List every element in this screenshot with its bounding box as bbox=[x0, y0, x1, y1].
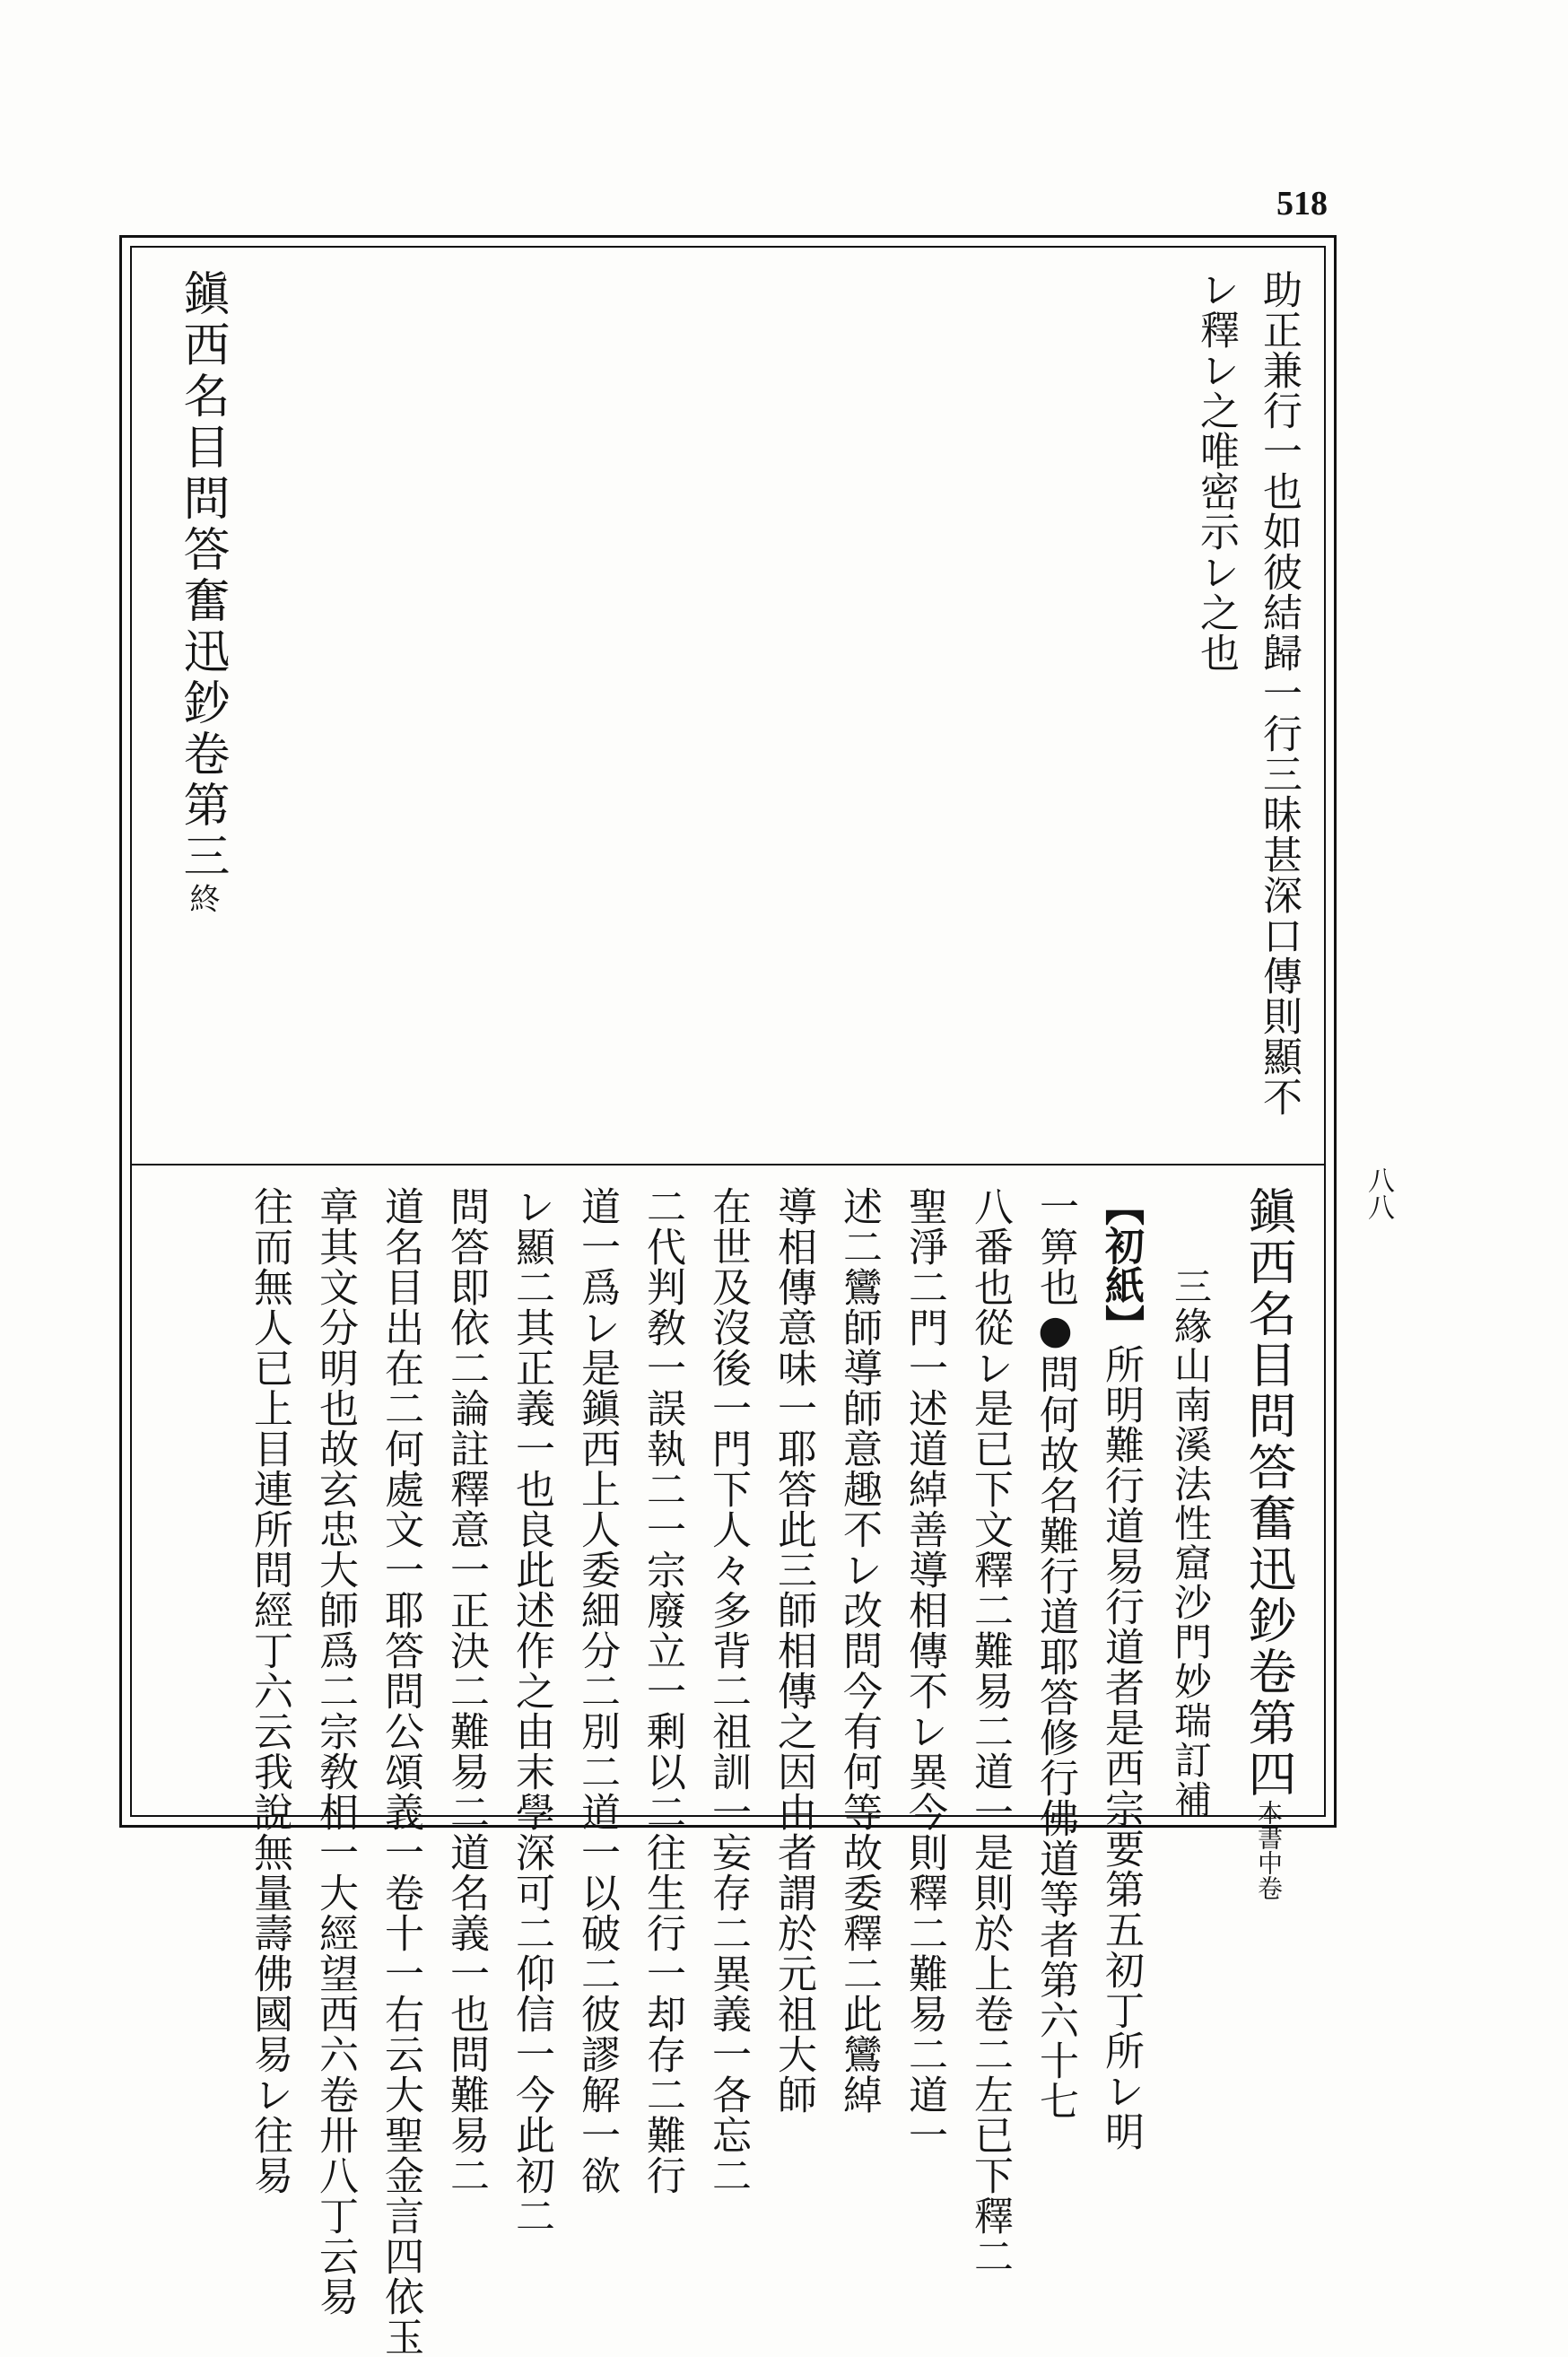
upper-section bbox=[152, 269, 1310, 1144]
body-column: 問答即依二論註釋意一正決二難易二道名義一也問難易二 bbox=[443, 1186, 489, 2196]
volume-note: 本書中卷 bbox=[1254, 1800, 1284, 1900]
body-column: レ顯二其正義一也良此述作之由末學深可二仰信一今此初二 bbox=[509, 1186, 554, 2236]
body-column: 八番也從レ是已下文釋二難易二道一是則於上卷二左已下釋二 bbox=[967, 1186, 1013, 2276]
body-column: 二代判敎一誤執二一宗廢立一剰以二往生行一却存二難行 bbox=[640, 1186, 685, 2196]
body-text: 所明難行道易行道者是西宗要第五初丁所レ明 bbox=[1098, 1344, 1144, 2152]
body-column: 一箅也●問何故名難行道耶答修行佛道等者第六十七 bbox=[1032, 1186, 1078, 2121]
body-column: 聖淨二門一述道綽善導相傳不レ異今則釋二難易二道一 bbox=[902, 1186, 947, 2155]
author-line: 三緣山南溪法性窟沙門妙瑞訂補 bbox=[1169, 1267, 1213, 1820]
section-divider bbox=[130, 1164, 1326, 1165]
end-mark: 終 bbox=[184, 883, 220, 918]
section-label: 【初紙】 bbox=[1098, 1186, 1144, 1344]
volume-title-text: 鎭西名目問答奮迅鈔卷第四 bbox=[1241, 1186, 1297, 1800]
upper-text-column: レ釋レ之唯密示レ之也 bbox=[1193, 269, 1239, 673]
body-column: 道名目出在二何處文一耶答問公頌義一卷十一右云大聖金言四依玉 bbox=[378, 1186, 423, 2357]
lower-section bbox=[152, 1186, 1310, 2357]
body-column: 述二鸞師導師意趣不レ改問今有何等故委釋二此鸞綽 bbox=[836, 1186, 882, 2115]
body-column: 往而無人已上目連所問經丁六云我說無量壽佛國易レ往易 bbox=[247, 1186, 292, 2196]
page-number: 518 bbox=[1276, 185, 1328, 223]
margin-note: 八八 bbox=[1363, 1166, 1394, 1220]
body-column: 在世及沒後一門下人々多背二祖訓一妄存二異義一各忘二 bbox=[705, 1186, 751, 2196]
upper-text-column: 助正兼行一也如彼結歸一行三昧甚深口傳則顯不 bbox=[1256, 269, 1302, 1117]
volume-end-title bbox=[170, 269, 233, 1144]
body-column bbox=[1088, 1186, 1154, 2152]
body-column: 導相傳意味一耶答此三師相傳之因由者謂於元祖大師 bbox=[771, 1186, 816, 2115]
volume-title bbox=[1227, 1186, 1310, 1900]
body-column: 道一爲レ是鎭西上人委細分二別二道一以破二彼謬解一欲 bbox=[574, 1186, 620, 2196]
body-column: 章其文分明也故玄忠大師爲二宗敎相一大經望西六卷卅八丁云易 bbox=[312, 1186, 358, 2317]
end-title-text: 鎭西名目問答奮迅鈔卷第三 bbox=[175, 269, 229, 883]
